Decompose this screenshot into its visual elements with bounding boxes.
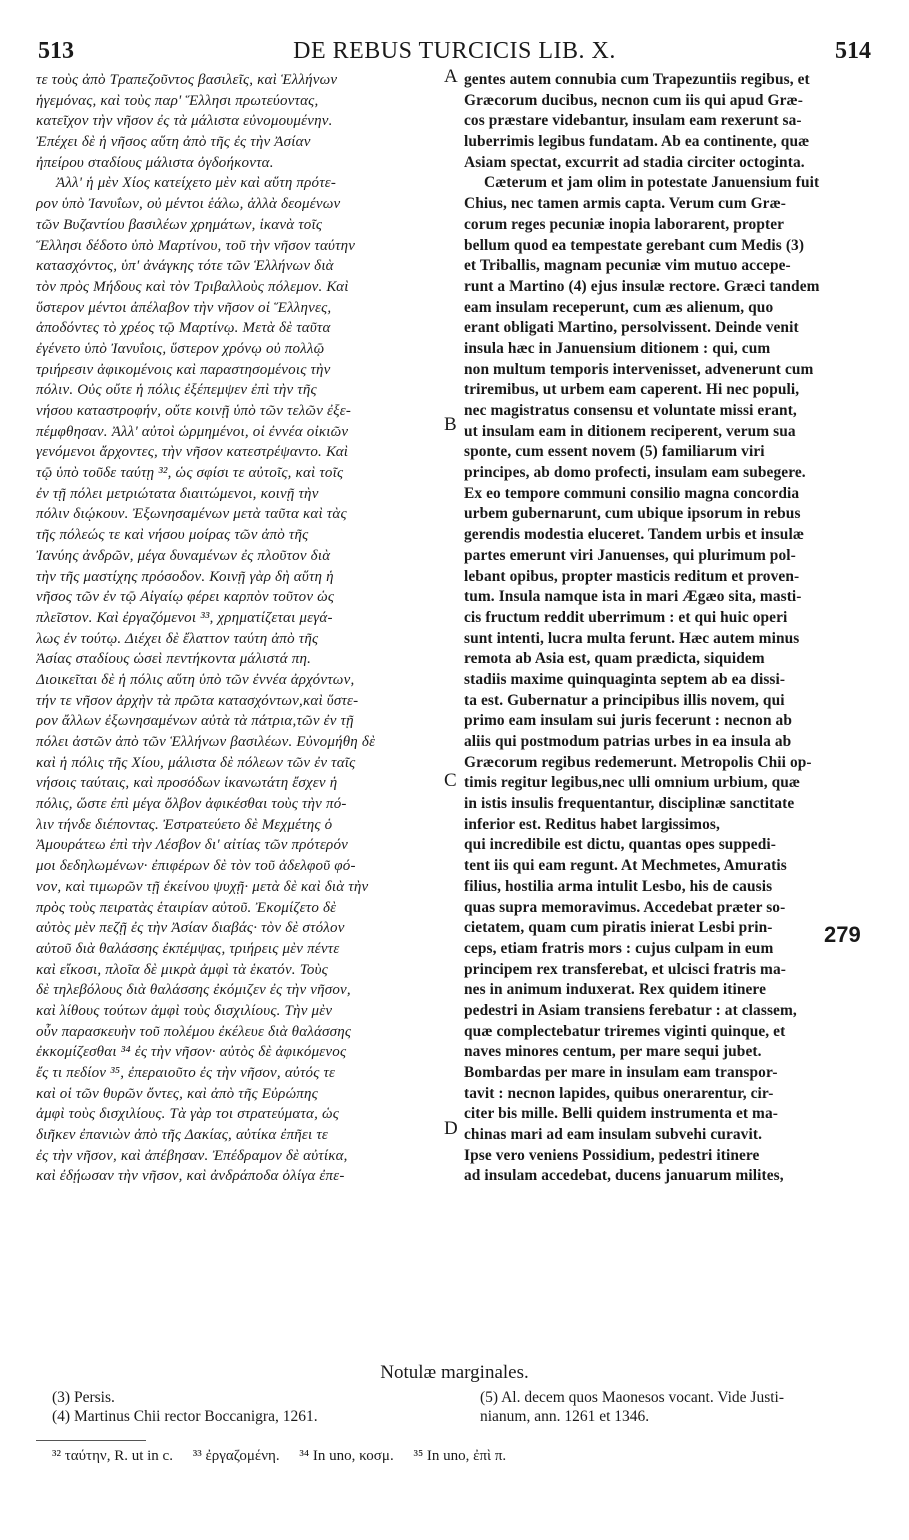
latin-text-line: Chius, nec tamen armis capta. Verum cum Græ- xyxy=(464,195,787,213)
greek-text-line: τὴν τῆς μαστίχης πρόσοδον. Κοινῇ γὰρ δὴ αὕτη ἡ xyxy=(36,568,334,585)
latin-text-line: ta est. Gubernatur a principibus illis novem, qui xyxy=(464,691,785,709)
greek-text-line: πόλει ἀστῶν ἀπὸ τῶν Ἑλλήνων βασιλέων. Εὐνομήθη δὲ xyxy=(36,734,376,750)
greek-text-line: Ἀλλ' ἡ μὲν Χίος κατείχετο μὲν καὶ αὕτη πρότε- xyxy=(56,175,337,192)
section-marker-b: B xyxy=(444,414,457,435)
latin-text-line: Græcorum ducibus, necnon cum iis qui apud Græ- xyxy=(464,91,803,109)
footnote-32: ³² ταύτην, R. ut in c. xyxy=(52,1448,173,1464)
latin-text-line: triremibus, ut urbem eam caperent. Hi nec populi, xyxy=(464,381,800,399)
greek-text-line: καὶ ἡ πόλις τῆς Χίου, μάλιστα δὲ πόλεων τῶν ἐν ταῖς xyxy=(36,754,356,771)
marginal-note: (5) Al. decem quos Maonesos vocant. Vide Justi- xyxy=(480,1389,784,1406)
greek-text-line: νον, καὶ τιμωρῶν τῇ ἐκείνου ψυχῇ· μετὰ δὲ καὶ διὰ τὴν xyxy=(36,878,369,895)
latin-text-line: insula hæc in Januensium ditionem : qui, cum xyxy=(464,339,771,357)
greek-text-line: νῆσος τῶν ἐν τῷ Αἰγαίῳ φέρει καρπὸν τοῦτον ὡς xyxy=(36,589,335,606)
marginal-note: nianum, ann. 1261 et 1346. xyxy=(480,1408,650,1425)
latin-text-line: primo eam insulam sui juris fecerunt : necnon ab xyxy=(464,712,793,730)
greek-text-line: διῆκεν ἐπανιὼν ἀπὸ τῆς Δακίας, αὐτίκα ἐπῆει τε xyxy=(36,1127,329,1144)
latin-text-line: Cæterum et jam olim in potestate Januensium fuit xyxy=(484,174,820,192)
greek-text-line: πρὸς τοὺς πειρατὰς ἑταιρίαν αὐτοῦ. Ἐκομίζετο δὲ xyxy=(36,899,337,916)
greek-text-line: δὲ τηλεβόλους διὰ θαλάσσης ἐκόμιζεν ἐς τὴν νῆσον, xyxy=(36,982,351,999)
marginal-note: (4) Martinus Chii rector Boccanigra, 1261. xyxy=(52,1408,318,1425)
greek-text-line: ἔς τι πεδίον ³⁵, ἐπεραιοῦτο ἐς τὴν νῆσον, αὐτός τε xyxy=(36,1065,336,1081)
footnote-rule xyxy=(36,1440,146,1441)
latin-text-line: eam insulam receperunt, cum æs alienum, quo xyxy=(464,298,774,316)
greek-text-line: καὶ οἱ τῶν θυρῶν ὄντες, καὶ ἀπὸ τῆς Εὐρώπης xyxy=(36,1085,318,1102)
latin-text-line: stadiis maxime quinquaginta septem ab ea dissi- xyxy=(464,670,786,688)
latin-text-line: partes emerunt viri Januenses, qui plurimum pol- xyxy=(464,546,796,564)
greek-text-line: τῶν Βυζαντίου βασιλέων χρημάτων, ἱκανὰ τοῖς xyxy=(36,216,323,233)
latin-text-line: principes, ab domo profecti, insulam eam subegere. xyxy=(464,464,806,482)
latin-text-line: aliis qui postmodum patrias urbes in ea insula ab xyxy=(464,733,792,750)
greek-text-line: τῷ ὑπὸ τοῦδε ταύτῃ ³², ὡς σφίσι τε αὐτοῖς, καὶ τοῖς xyxy=(36,465,344,482)
latin-text-line: sponte, cum essent novem (5) familiarum viri xyxy=(464,443,765,461)
latin-text-line: principem rex transferebat, et ulcisci fratris ma- xyxy=(464,960,786,978)
running-title: DE REBUS TURCICIS LIB. X. xyxy=(293,38,616,64)
latin-text-line: Ex eo tempore communi consilio magna concordia xyxy=(464,484,800,502)
section-marker-c: C xyxy=(444,770,457,791)
greek-text-line: τε τοὺς ἀπὸ Τραπεζοῦντος βασιλεῖς, καὶ Ἑλλήνων xyxy=(36,72,338,88)
greek-text-line: Διοικεῖται δὲ ἡ πόλις αὕτη ὑπὸ τῶν ἐννέα ἀρχόντων, xyxy=(36,671,355,688)
greek-text-line: τὸν πρὸς Μήδους καὶ τὸν Τριβαλλοὺς πόλεμον. Καὶ xyxy=(36,278,349,295)
greek-text-line: ἐκκομίζεσθαι ³⁴ ἐς τὴν νῆσον· αὐτὸς δὲ ἀφικόμενος xyxy=(36,1044,347,1061)
greek-text-line: λως ἐν τούτῳ. Διέχει δὲ ἔλαττον ταύτη ἀπὸ τῆς xyxy=(36,630,319,647)
greek-text-line: Ἕλλησι δέδοτο ὑπὸ Μαρτίνου, τοῦ τὴν νῆσον ταύτην xyxy=(36,237,356,254)
greek-column xyxy=(36,70,440,1360)
greek-text-line: πόλιν. Οὐς οὔτε ἡ πόλις ἐξέπεμψεν ἐπὶ τὴν τῆς xyxy=(36,382,317,399)
latin-text-line: gerendis modestia eluceret. Tandem urbis et insulæ xyxy=(464,526,805,544)
latin-text-line: corum reges pecuniæ inopia laborarent, propter xyxy=(464,215,785,233)
greek-text-line: τήν τε νῆσον ἀρχὴν τὰ πρῶτα κατασχόντων,καὶ ὕστε- xyxy=(36,692,359,709)
greek-text-line: ἡγεμόνας, καὶ τοὺς παρ' Ἕλλησι πρωτεύοντας, xyxy=(36,92,319,109)
greek-text-line: κατασχόντος, ὑπ' ἀνάγκης τότε τῶν Ἑλλήνων διὰ xyxy=(36,258,334,275)
greek-text-line: πέμφθησαν. Ἀλλ' αὐτοὶ ὡρμημένοι, οἱ ἐννέα οἰκιῶν xyxy=(36,423,349,440)
page-number-left: 513 xyxy=(38,38,74,64)
latin-text-line: cos præstare videbantur, insulam eam rexerunt sa- xyxy=(464,112,802,130)
greek-text-line: νήσου καταστροφήν, οὔτε κοινῇ ὑπὸ τῶν τελῶν ἐξε- xyxy=(36,403,352,419)
marginal-notes-title: Notulæ marginales. xyxy=(380,1362,529,1383)
latin-text-line: nec magistratus consensu et voluntate missi erant, xyxy=(464,402,797,419)
greek-text-line: ἠπείρου σταδίους μάλιστα ὀγδοήκοντα. xyxy=(36,154,274,171)
latin-text-line: Ipse vero veniens Possidium, pedestri itinere xyxy=(464,1146,760,1164)
greek-text-line: πόλις, ὥστε ἐπὶ μέγα ὄλβον ἀφικέσθαι τοὺς τὴν πό- xyxy=(36,796,347,813)
greek-text-line: Ἰανύης ἀνδρῶν, μέγα δυναμένων ἐς πλοῦτον διὰ xyxy=(36,547,331,564)
greek-text-line: αὐτὸς μὲν πεζῇ ἐς τὴν Ἀσίαν διαβάς· τὸν δὲ στόλον xyxy=(36,920,345,937)
latin-text-line: quæ complectebatur triremes viginti quinque, et xyxy=(464,1022,786,1040)
greek-text-line: πλεῖστον. Καὶ ἐργαζόμενοι ³³, χρηματίζεται μεγά- xyxy=(36,609,333,626)
latin-text-line: naves minores centum, per mare sequi jubet. xyxy=(464,1043,762,1061)
greek-text-line: ἐν τῇ πόλει μετριώτατα διαιτώμενοι, κοινῇ τὴν xyxy=(36,485,319,502)
latin-text-line: inferior est. Reditus habet largissimos, xyxy=(464,815,720,833)
section-marker-a: A xyxy=(444,66,458,87)
marginal-notes-left xyxy=(52,1388,442,1426)
footnote-33: ³³ ἐργαζομένη. xyxy=(192,1448,280,1464)
greek-text-line: ἐς τὴν νῆσον, καὶ ἀπέβησαν. Ἐπέδραμον δὲ αὐτίκα, xyxy=(36,1147,348,1164)
latin-column xyxy=(464,70,876,1360)
latin-text-line: luberrimis legibus fundatam. Ab ea continente, quæ xyxy=(464,133,810,151)
latin-text-line: non multum temporis intervenisset, advenerunt cum xyxy=(464,360,814,378)
latin-text-line: filius, hostilia arma intulit Lesbo, his de causis xyxy=(464,877,773,895)
greek-text-line: τριήρεσιν ἀφικομένοις καὶ παραστησομένοις τὴν xyxy=(36,361,331,378)
greek-text-line: καὶ εἴκοσι, πλοῖα δὲ μικρὰ ἀμφὶ τὰ ἑκατόν. Τοὺς xyxy=(36,961,328,978)
latin-text-line: ad insulam accedebat, ducens januarum milites, xyxy=(464,1167,784,1185)
greek-text-line: γενόμενοι ἄρχοντες, τὴν νῆσον κατεστρέψαντο. Καὶ xyxy=(36,444,349,461)
latin-text-line: tent iis qui eam regunt. At Mechmetes, Amuratis xyxy=(464,857,787,875)
latin-text-line: in istis insulis frequentantur, disciplinæ sanctitate xyxy=(464,795,795,813)
greek-text-line: ρον ὑπὸ Ἰανυΐων, οὐ μέντοι ἑάλω, ἀλλὰ δεομένων xyxy=(36,196,341,213)
footnotes xyxy=(52,1448,869,1465)
footnote-34: ³⁴ In uno, κοσμ. xyxy=(299,1448,394,1464)
greek-text-line: καὶ λίθους τούτων ἀμφὶ τοὺς δισχιλίους. Τὴν μὲν xyxy=(36,1002,333,1019)
greek-text-line: μοι δεδηλωμένων· ἐπιφέρων δὲ τὸν τοῦ ἀδελφοῦ φό- xyxy=(36,858,356,875)
footnote-35: ³⁵ In uno, ἐπὶ π. xyxy=(413,1448,507,1464)
margin-folio-number: 279 xyxy=(824,922,861,947)
greek-text-line: λιν τήνδε διέποντας. Ἐστρατεύετο δὲ Μεχμέτης ὁ xyxy=(36,816,333,833)
greek-text-line: ἐγένετο ὑπὸ Ἰανυΐοις, ὕστερον χρόνῳ οὐ πολλῷ xyxy=(36,340,325,357)
latin-text-line: tum. Insula namque ista in mari Ægæo sita, masti- xyxy=(464,588,802,606)
latin-text-line: quas supra memoravimus. Accedebat præter so- xyxy=(464,898,786,916)
greek-text-line: πόλιν διῴκουν. Ἐξωνησαμένων μετὰ ταῦτα καὶ τὰς xyxy=(36,506,347,523)
greek-text-line: Ἀσίας σταδίους ὡσεὶ πεντήκοντα μάλιστά πη. xyxy=(36,651,312,668)
latin-text-line: tavit : necnon lapides, quibus onerarentur, cir- xyxy=(464,1084,774,1102)
latin-text-line: remota ab Asia est, quam prædicta, siquidem xyxy=(464,650,765,668)
latin-text-line: timis regitur legibus,nec ulli omnium urbium, quæ xyxy=(464,774,801,792)
latin-text-line: erant obligati Martino, persolvissent. Deinde venit xyxy=(464,319,799,337)
latin-text-line: gentes autem connubia cum Trapezuntiis regibus, et xyxy=(464,71,810,88)
latin-text-line: bellum quod ea tempestate gerebant cum Medis (3) xyxy=(464,236,805,254)
greek-text-line: καὶ ἐδῄωσαν τὴν νῆσον, καὶ ἀνδράποδα ὀλίγα ἐπε- xyxy=(36,1168,345,1185)
latin-text-line: chinas mari ad eam insulam subvehi curavit. xyxy=(464,1126,763,1144)
latin-text-line: cietatem, quam cum piratis inierat Lesbi prin- xyxy=(464,919,773,937)
latin-text-line: citer bis mille. Belli quidem instrumenta et ma- xyxy=(464,1105,779,1123)
latin-text-line: Græcorum regibus redemerunt. Metropolis Chii op- xyxy=(464,753,812,771)
greek-text-line: Ἀμουράτεω ἐπὶ τὴν Λέσβον δι' αἰτίας τῶν πρότερόν xyxy=(36,837,349,854)
marginal-notes-right xyxy=(480,1388,880,1426)
latin-text-line: nes in animum induxerat. Rex quidem itinere xyxy=(464,981,767,999)
latin-text-line: sunt intenti, lucra multa ferunt. Hæc autem minus xyxy=(464,629,800,647)
latin-text-line: pedestri in Asiam transiens ferebatur : at classem, xyxy=(464,1001,797,1019)
latin-text-line: ut insulam eam in ditionem reciperent, verum sua xyxy=(464,422,796,440)
latin-text-line: urbem gubernarunt, cum ubique ipsorum in rebus xyxy=(464,505,801,523)
latin-text-line: et Triballis, magnam pecuniæ vim mutuo accepe- xyxy=(464,257,791,275)
latin-text-line: cis fructum reddit uberrimum : et qui huic operi xyxy=(464,608,788,626)
greek-text-line: ὕστερον μέντοι ἀπέλαβον τὴν νῆσον οἱ Ἕλληνες, xyxy=(36,299,332,316)
greek-text-line: ρον ἄλλων ἐξωνησαμένων αὐτὰ τὰ πάτρια,τῶν ἐν τῇ xyxy=(36,713,354,730)
page-header xyxy=(38,38,871,66)
greek-text-line: κατεῖχον τὴν νῆσον ἐς τὰ μάλιστα εὐνομουμένην. xyxy=(36,113,333,130)
greek-text-line: αὐτοῦ διὰ θαλάσσης ἐκπέμψας, τριήρεις μὲν πέντε xyxy=(36,940,340,957)
marginal-note: (3) Persis. xyxy=(52,1389,115,1406)
latin-text-line: lebant opibus, propter masticis reditum et proven- xyxy=(464,567,800,585)
greek-text-line: νήσοις ταύταις, καὶ προσόδων ἱκανωτάτη ἔσχεν ἡ xyxy=(36,775,338,792)
latin-text-line: runt a Martino (4) ejus insulæ rectore. Græci tandem xyxy=(464,277,820,295)
greek-text-line: Ἐπέχει δὲ ἡ νῆσος αὕτη ἀπὸ τῆς ἐς τὴν Ἀσίαν xyxy=(36,134,311,151)
latin-text-line: qui incredibile est dictu, quantas opes suppedi- xyxy=(464,836,776,854)
latin-text-line: Asiam spectat, excurrit ad stadia circiter octoginta. xyxy=(464,153,805,171)
latin-text-line: ceps, etiam fratris mors : cujus culpam in eum xyxy=(464,939,774,957)
page-number-right: 514 xyxy=(835,38,871,64)
section-marker-d: D xyxy=(444,1118,458,1139)
greek-text-line: ἀποδόντες τὸ χρέος τῷ Μαρτίνῳ. Μετὰ δὲ ταῦτα xyxy=(36,320,331,337)
greek-text-line: τῆς πόλεώς τε καὶ νήσου μοίρας τῶν ἀπὸ τῆς xyxy=(36,527,309,544)
greek-text-line: ἀμφὶ τοὺς δισχιλίους. Τὰ γὰρ τοι στρατεύματα, ὡς xyxy=(36,1106,340,1123)
greek-text-line: οὖν παρασκευὴν τοῦ πολέμου ἐκέλευε διὰ θαλάσσης xyxy=(36,1023,352,1040)
latin-text-line: Bombardas per mare in insulam eam transpor- xyxy=(464,1064,778,1081)
